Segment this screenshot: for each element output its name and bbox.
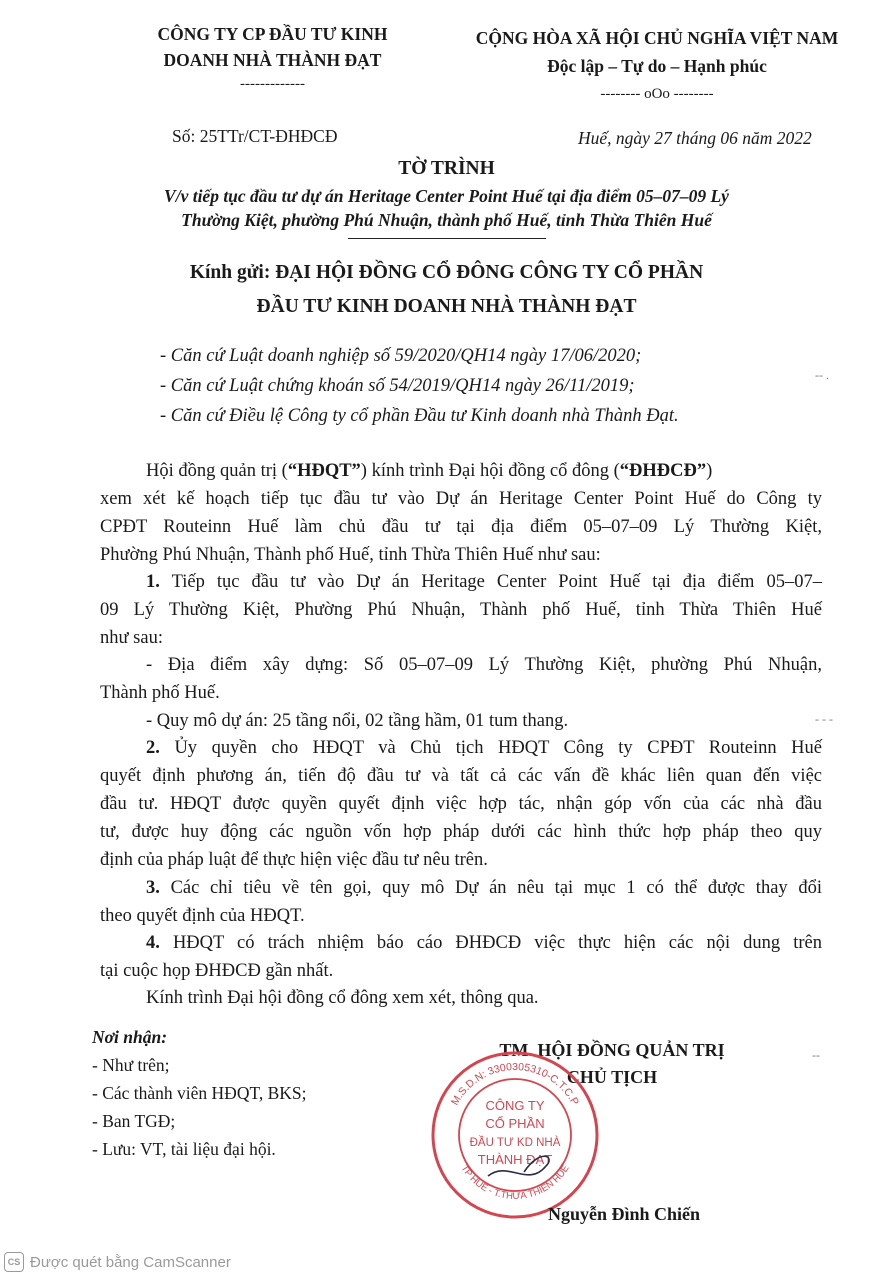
motto-separator: -------- oOo --------	[600, 86, 714, 102]
recipient-item: - Như trên;	[92, 1055, 170, 1075]
item1-line-3: như sau:	[100, 628, 163, 648]
seal-graphic	[428, 1048, 602, 1222]
subject-line-1: V/v tiếp tục đầu tư dự án Heritage Center Point Huế tại địa điểm 05–07–09 Lý	[164, 186, 729, 206]
item3-line-2: theo quyết định của HĐQT.	[100, 906, 305, 926]
seal-text-2: CỔ PHẦN	[485, 1116, 545, 1131]
recipients-heading: Nơi nhận:	[92, 1027, 168, 1047]
signature-role: CHỦ TỊCH	[566, 1067, 658, 1087]
seal-text-3: ĐẦU TƯ KD NHÀ	[469, 1137, 561, 1149]
item2-line-1	[146, 738, 822, 759]
intro-line-3: CPĐT Routeinn Huế làm chủ đầu tư tại địa điểm 05–07–09 Lý Thường Kiệt,	[100, 517, 822, 537]
camscanner-watermark	[4, 1252, 231, 1272]
item2-line-3: đầu tư. HĐQT được quyền quyết định việc hợp tác, nhận góp vốn của các nhà đầu	[100, 794, 822, 814]
document-date: Huế, ngày 27 tháng 06 năm 2022	[578, 128, 812, 148]
intro-text-c: ) kính trình Đại hội đồng cổ đông (	[360, 461, 620, 481]
scan-speck: --	[812, 1048, 820, 1062]
item3-text: Các chỉ tiêu về tên gọi, quy mô Dự án nêu tại mục 1 có thể được thay đổi	[159, 878, 822, 898]
item2-line-4: tư, được huy động các nguồn vốn hợp pháp dưới các hình thức hợp pháp theo quy	[100, 822, 822, 842]
document-number: Số: 25TTr/CT-ĐHĐCĐ	[172, 126, 338, 146]
legal-basis-1: - Căn cứ Luật doanh nghiệp số 59/2020/QH14 ngày 17/06/2020;	[160, 346, 642, 366]
company-name-line1: CÔNG TY CP ĐẦU TƯ KINH	[157, 24, 388, 44]
document-title: TỜ TRÌNH	[398, 158, 495, 179]
item1-line-2: 09 Lý Thường Kiệt, Phường Phú Nhuận, Thành phố Huế, tỉnh Thừa Thiên Huế	[100, 600, 822, 620]
seal-text-4: THÀNH ĐẠT	[477, 1152, 553, 1167]
item1-scale: - Quy mô dự án: 25 tầng nổi, 02 tầng hầm, 01 tum thang.	[146, 711, 569, 731]
camscanner-icon: CS	[4, 1252, 24, 1272]
item4-text: HĐQT có trách nhiệm báo cáo ĐHĐCĐ việc thực hiện các nội dung trên	[159, 933, 822, 953]
item1-line-1	[146, 572, 822, 593]
intro-line-2: xem xét kế hoạch tiếp tục đầu tư vào Dự án Heritage Center Point Huế do Công ty	[100, 489, 822, 509]
signature-on-behalf: TM. HỘI ĐỒNG QUẢN TRỊ	[499, 1040, 725, 1060]
company-dash-line: -------------	[240, 76, 305, 92]
national-motto: Độc lập – Tự do – Hạnh phúc	[547, 56, 767, 76]
item2-number: 2.	[146, 738, 160, 758]
intro-line-1	[146, 461, 712, 482]
intro-hdqt: “HĐQT”	[287, 461, 361, 481]
seal-text-1: CÔNG TY	[485, 1098, 545, 1113]
scan-speck: - - -	[815, 712, 833, 726]
item1-text: Tiếp tục đầu tư vào Dự án Heritage Center Point Huế tại địa điểm 05–07–	[159, 572, 822, 592]
seal-ring-top: M.S.D.N: 3300305310-C.T.C.P	[448, 1061, 582, 1108]
seal-ring-bottom: TP HUẾ - T.THỪA THIÊN HUẾ	[458, 1163, 572, 1202]
recipient-line-1: Kính gửi: ĐẠI HỘI ĐỒNG CỔ ĐÔNG CÔNG TY CỔ PHẦN	[189, 262, 704, 283]
item3-line-1	[146, 878, 822, 899]
item4-number: 4.	[146, 933, 160, 953]
item2-line-5: định của pháp luật để thực hiện việc đầu tư nêu trên.	[100, 850, 488, 870]
recipient-item: - Lưu: VT, tài liệu đại hội.	[92, 1139, 276, 1159]
recipient-item: - Ban TGĐ;	[92, 1111, 176, 1131]
item4-line-2: tại cuộc họp ĐHĐCĐ gần nhất.	[100, 961, 334, 981]
title-underline	[348, 238, 546, 239]
item2-line-2: quyết định phương án, tiến độ đầu tư và tất cả các vấn đề khác liên quan đến việc	[100, 766, 822, 786]
item1-location-line-1: - Địa điểm xây dựng: Số 05–07–09 Lý Thường Kiệt, phường Phú Nhuận,	[146, 655, 822, 675]
legal-basis-3: - Căn cứ Điều lệ Công ty cổ phần Đầu tư Kinh doanh nhà Thành Đạt.	[160, 406, 679, 426]
item1-location-line-2: Thành phố Huế.	[100, 683, 220, 703]
recipient-item: - Các thành viên HĐQT, BKS;	[92, 1083, 307, 1103]
scan-speck: -- .	[815, 368, 829, 382]
signer-name: Nguyễn Đình Chiến	[548, 1204, 701, 1224]
company-name-line2: DOANH NHÀ THÀNH ĐẠT	[163, 50, 382, 70]
legal-basis-2: - Căn cứ Luật chứng khoán số 54/2019/QH14 ngày 26/11/2019;	[160, 376, 635, 396]
camscanner-text: Được quét bằng CamScanner	[30, 1253, 231, 1271]
item3-number: 3.	[146, 878, 160, 898]
intro-text-e: )	[706, 461, 713, 481]
intro-text-a: Hội đồng quản trị (	[146, 461, 288, 481]
company-seal	[428, 1048, 602, 1222]
item4-line-1	[146, 933, 822, 954]
subject-line-2: Thường Kiệt, phường Phú Nhuận, thành phố Huế, tỉnh Thừa Thiên Huế	[181, 210, 712, 230]
intro-line-4: Phường Phú Nhuận, Thành phố Huế, tỉnh Thừa Thiên Huế như sau:	[100, 545, 601, 565]
national-title: CỘNG HÒA XÃ HỘI CHỦ NGHĨA VIỆT NAM	[475, 28, 839, 48]
item2-text: Ủy quyền cho HĐQT và Chủ tịch HĐQT Công ty CPĐT Routeinn Huế	[159, 738, 822, 758]
recipient-line-2: ĐẦU TƯ KINH DOANH NHÀ THÀNH ĐẠT	[256, 296, 637, 317]
closing-line: Kính trình Đại hội đồng cổ đông xem xét, thông qua.	[146, 988, 539, 1008]
intro-dhdcd: “ĐHĐCĐ”	[619, 461, 707, 481]
item1-number: 1.	[146, 572, 160, 592]
